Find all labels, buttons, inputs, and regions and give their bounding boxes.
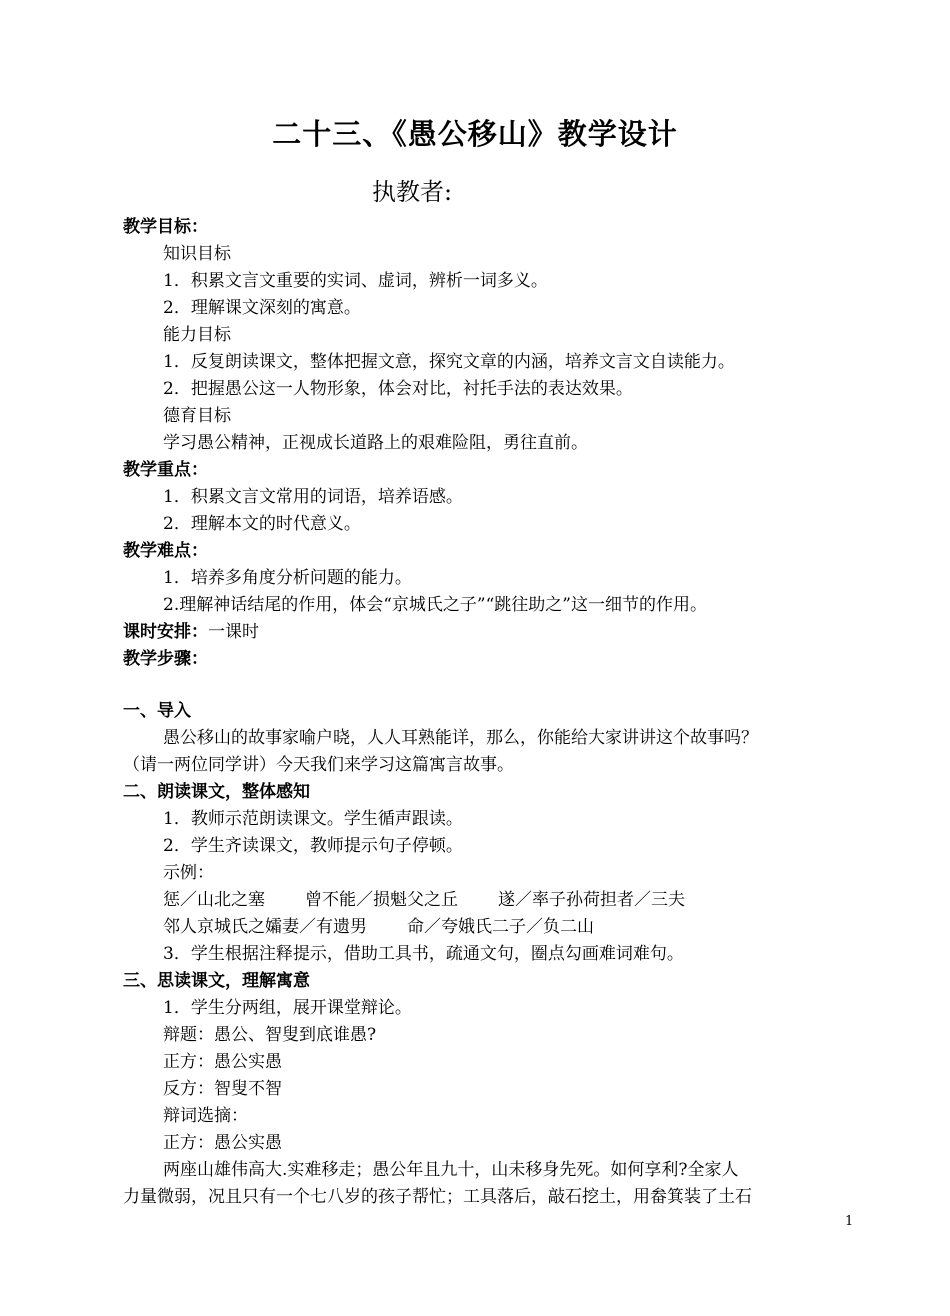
example-row-2 [163, 916, 594, 938]
document-title: 二十三、《愚公移山》教学设计 [272, 117, 678, 151]
steps-heading: 教学步骤： [123, 649, 208, 669]
section-2-item-3: 3．学生根据注释提示，借助工具书，疏通文句，圈点勾画难词难句。 [163, 944, 684, 964]
schedule-line [123, 621, 259, 643]
excerpt-label: 辩词选摘： [163, 1106, 248, 1126]
section-2-item-2: 2．学生齐读课文，教师提示句子停顿。 [163, 836, 463, 856]
section-3-item-1: 1．学生分两组，展开课堂辩论。 [163, 998, 412, 1018]
debate-pro: 正方：愚公实愚 [163, 1052, 282, 1072]
section-1-line-1: 愚公移山的故事家喻户晓，人人耳熟能详，那么，你能给大家讲讲这个故事吗？ [163, 728, 758, 748]
example-label: 示例： [163, 863, 214, 883]
argument-line-2: 力量微弱，况且只有一个七八岁的孩子帮忙；工具落后，敲石挖土，用畚箕装了土石 [123, 1187, 752, 1207]
ability-objective-label: 能力目标 [163, 325, 231, 345]
knowledge-item-2: 2．理解课文深刻的寓意。 [163, 298, 361, 318]
section-2-item-1: 1．教师示范朗读课文。学生循声跟读。 [163, 809, 463, 829]
page-number: 1 [845, 1214, 854, 1229]
difficulties-heading: 教学难点： [123, 541, 208, 561]
argument-line-1: 两座山雄伟高大.实难移走；愚公年且九十，山未移身先死。如何享利?全家人 [163, 1160, 739, 1180]
key-point-1: 1．积累文言文常用的词语，培养语感。 [163, 487, 463, 507]
section-1-line-2: （请一两位同学讲）今天我们来学习这篇寓言故事。 [123, 755, 514, 775]
author-label: 执教者: [372, 178, 453, 206]
example-phrase: 邻人京城氏之孀妻／有遗男 [163, 917, 367, 937]
objectives-heading: 教学目标： [123, 217, 208, 237]
example-phrase: 遂／率子孙荷担者／三夫 [498, 890, 685, 910]
difficulty-1: 1．培养多角度分析问题的能力。 [163, 568, 412, 588]
key-points-heading: 教学重点： [123, 460, 208, 480]
debate-pro-again: 正方：愚公实愚 [163, 1133, 282, 1153]
difficulty-2: 2.理解神话结尾的作用，体会“京城氏之子”“跳往助之”这一细节的作用。 [163, 595, 707, 615]
key-point-2: 2．理解本文的时代意义。 [163, 514, 361, 534]
debate-topic: 辩题：愚公、智叟到底谁愚? [163, 1025, 377, 1045]
example-phrase: 曾不能／损魁父之丘 [305, 890, 458, 910]
example-phrase: 惩／山北之塞 [163, 890, 265, 910]
section-3-heading: 三、思读课文，理解寓意 [123, 971, 310, 991]
moral-objective-label: 德育目标 [163, 406, 231, 426]
knowledge-objective-label: 知识目标 [163, 244, 231, 264]
example-row-1 [163, 889, 685, 911]
section-2-heading: 二、朗读课文，整体感知 [123, 782, 310, 802]
moral-objective-text: 学习愚公精神，正视成长道路上的艰难险阻，勇往直前。 [163, 433, 588, 453]
section-1-heading: 一、导入 [123, 701, 191, 721]
debate-con: 反方：智叟不智 [163, 1079, 282, 1099]
ability-item-2: 2．把握愚公这一人物形象，体会对比，衬托手法的表达效果。 [163, 379, 633, 399]
ability-item-1: 1．反复朗读课文，整体把握文意，探究文章的内涵，培养文言文自读能力。 [163, 352, 735, 372]
knowledge-item-1: 1．积累文言文重要的实词、虚词，辨析一词多义。 [163, 271, 548, 291]
schedule-label: 课时安排： [123, 622, 208, 642]
schedule-value: 一课时 [208, 622, 259, 642]
example-phrase: 命／夸娥氏二子／负二山 [407, 917, 594, 937]
